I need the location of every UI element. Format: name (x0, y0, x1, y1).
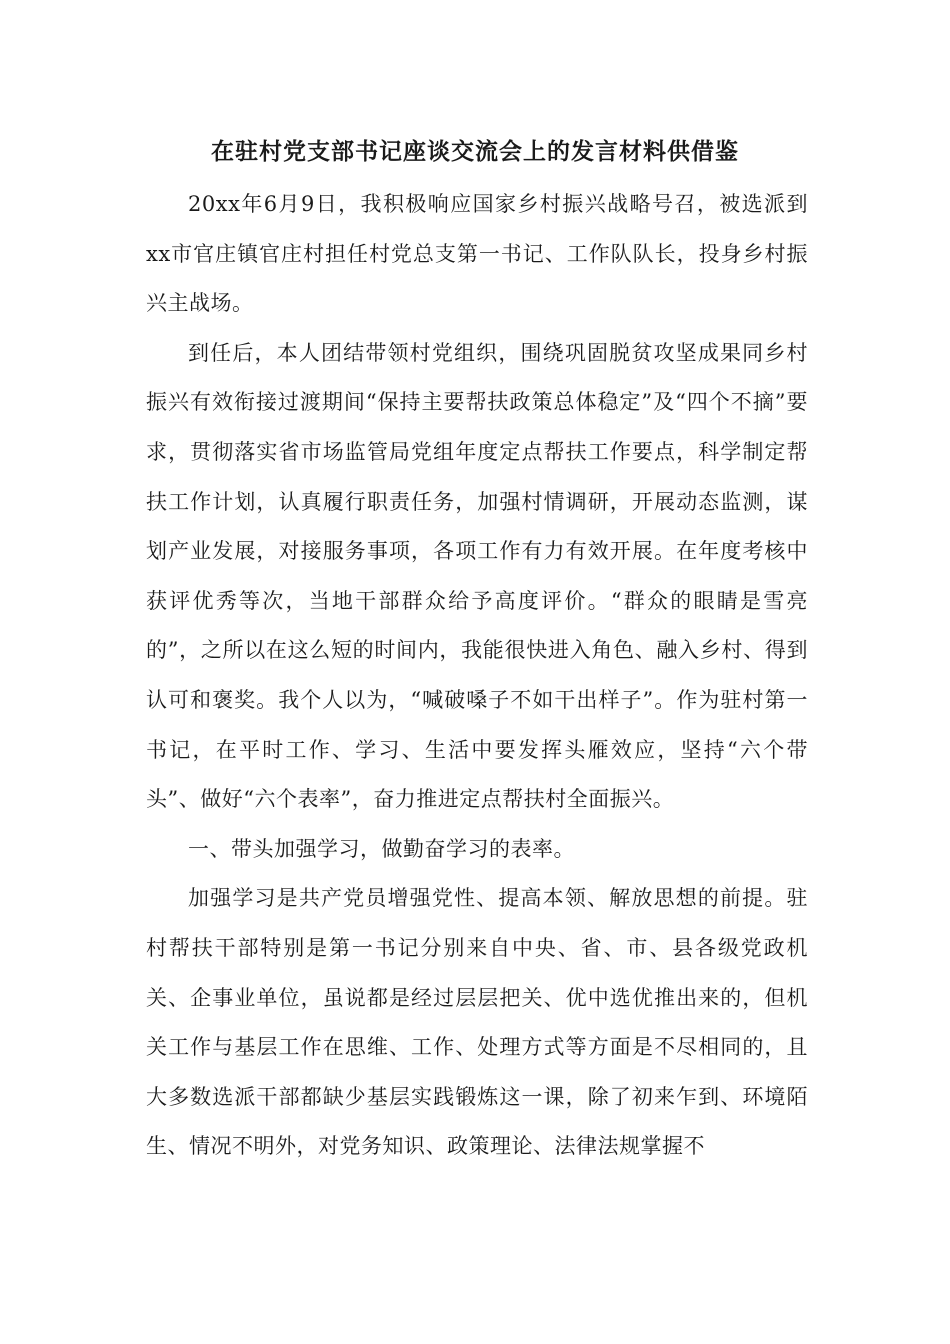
document-body (146, 180, 808, 1172)
paragraph-work-summary: 到任后，本人团结带领村党组织，围绕巩固脱贫攻坚成果同乡村振兴有效衔接过渡期间“保持主要帮扶政策总体稳定”及“四个不摘”要求，贯彻落实省市场监管局党组年度定点帮扶工作要点，科学制定帮扶工作计划，认真履行职责任务，加强村情调研，开展动态监测，谋划产业发展，对接服务事项，各项工作有力有效开展。在年度考核中获评优秀等次，当地干部群众给予高度评价。“群众的眼睛是雪亮的”，之所以在这么短的时间内，我能很快进入角色、融入乡村、得到认可和褒奖。我个人以为，“喊破嗓子不如干出样子”。作为驻村第一书记，在平时工作、学习、生活中要发挥头雁效应，坚持“六个带头”、做好“六个表率”，奋力推进定点帮扶村全面振兴。 (146, 340, 808, 812)
document-title: 在驻村党支部书记座谈交流会上的发言材料供借鉴 (211, 139, 739, 165)
paragraph-intro: 20xx年6月9日，我积极响应国家乡村振兴战略号召，被选派到xx市官庄镇官庄村担任村党总支第一书记、工作队队长，投身乡村振兴主战场。 (146, 192, 808, 316)
paragraph-study: 加强学习是共产党员增强党性、提高本领、解放思想的前提。驻村帮扶干部特别是第一书记分别来自中央、省、市、县各级党政机关、企事业单位，虽说都是经过层层把关、优中选优推出来的，但机关工作与基层工作在思维、工作、处理方式等方面是不尽相同的，且大多数选派干部都缺少基层实践锻炼这一课，除了初来乍到、环境陌生、情况不明外，对党务知识、政策理论、法律法规掌握不 (146, 886, 808, 1159)
section-heading-1: 一、带头加强学习，做勤奋学习的表率。 (188, 836, 575, 861)
